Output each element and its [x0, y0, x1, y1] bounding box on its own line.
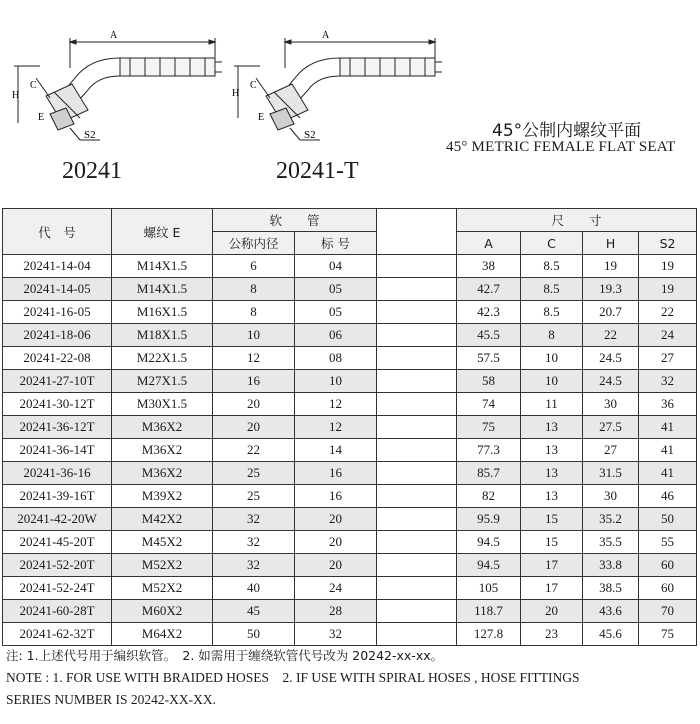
cell-blank	[377, 554, 457, 577]
cell-blank	[377, 324, 457, 347]
cell-code: 20241-62-32T	[3, 623, 112, 646]
notes	[6, 645, 696, 711]
cell-h: 24.5	[583, 370, 639, 393]
cell-thread: M36X2	[112, 462, 213, 485]
cell-dn: 10	[213, 324, 295, 347]
cell-a: 57.5	[457, 347, 521, 370]
cell-no: 20	[295, 554, 377, 577]
table-row	[3, 393, 697, 416]
cell-a: 85.7	[457, 462, 521, 485]
cell-a: 94.5	[457, 531, 521, 554]
cell-no: 06	[295, 324, 377, 347]
cell-no: 20	[295, 531, 377, 554]
cell-s2: 27	[639, 347, 697, 370]
note-english-line-1: NOTE : 1. FOR USE WITH BRAIDED HOSES 2. IF USE WITH SPIRAL HOSES , HOSE FITTINGS	[6, 670, 580, 685]
header-hose: 软 管	[213, 209, 377, 232]
header-code: 代 号	[3, 209, 112, 255]
cell-dn: 32	[213, 531, 295, 554]
cell-no: 10	[295, 370, 377, 393]
cell-code: 20241-14-04	[3, 255, 112, 278]
cell-dn: 40	[213, 577, 295, 600]
header-thread: 螺纹 E	[112, 209, 213, 255]
cell-a: 127.8	[457, 623, 521, 646]
cell-blank	[377, 577, 457, 600]
label-a: A	[322, 30, 330, 41]
table-row	[3, 439, 697, 462]
cell-code: 20241-39-16T	[3, 485, 112, 508]
cell-h: 38.5	[583, 577, 639, 600]
table-row	[3, 623, 697, 646]
cell-dn: 8	[213, 301, 295, 324]
cell-h: 19	[583, 255, 639, 278]
cell-a: 77.3	[457, 439, 521, 462]
cell-h: 19.3	[583, 278, 639, 301]
cell-thread: M36X2	[112, 416, 213, 439]
cell-thread: M52X2	[112, 554, 213, 577]
table-row	[3, 508, 697, 531]
cell-thread: M45X2	[112, 531, 213, 554]
cell-h: 45.6	[583, 623, 639, 646]
table-row	[3, 324, 697, 347]
cell-a: 105	[457, 577, 521, 600]
cell-s2: 32	[639, 370, 697, 393]
cell-a: 118.7	[457, 600, 521, 623]
cell-no: 08	[295, 347, 377, 370]
cell-code: 20241-42-20W	[3, 508, 112, 531]
note-english-line-2: SERIES NUMBER IS 20242-XX-XX.	[6, 692, 217, 707]
cell-dn: 50	[213, 623, 295, 646]
cell-s2: 60	[639, 577, 697, 600]
cell-code: 20241-52-24T	[3, 577, 112, 600]
cell-blank	[377, 531, 457, 554]
cell-thread: M52X2	[112, 577, 213, 600]
table-row	[3, 416, 697, 439]
cell-thread: M14X1.5	[112, 278, 213, 301]
cell-c: 10	[521, 370, 583, 393]
cell-no: 16	[295, 485, 377, 508]
cell-dn: 20	[213, 416, 295, 439]
cell-c: 13	[521, 416, 583, 439]
drawing-code-20241-t: 20241-T	[276, 158, 359, 184]
cell-dn: 25	[213, 462, 295, 485]
cell-c: 13	[521, 462, 583, 485]
cell-thread: M16X1.5	[112, 301, 213, 324]
cell-s2: 19	[639, 278, 697, 301]
note-chinese: 注: 1.上述代号用于编织软管。 2. 如需用于缠绕软管代号改为 20242-xx-xx。	[6, 648, 444, 663]
cell-no: 20	[295, 508, 377, 531]
cell-thread: M42X2	[112, 508, 213, 531]
cell-h: 33.8	[583, 554, 639, 577]
cell-dn: 45	[213, 600, 295, 623]
cell-a: 38	[457, 255, 521, 278]
cell-code: 20241-36-16	[3, 462, 112, 485]
cell-code: 20241-30-12T	[3, 393, 112, 416]
cell-h: 22	[583, 324, 639, 347]
table-row	[3, 462, 697, 485]
cell-s2: 46	[639, 485, 697, 508]
cell-a: 42.3	[457, 301, 521, 324]
cell-a: 75	[457, 416, 521, 439]
label-h: H	[12, 90, 20, 101]
spec-table	[2, 208, 697, 646]
label-s2: S2	[304, 129, 316, 141]
header-a: A	[457, 232, 521, 255]
table-row	[3, 554, 697, 577]
cell-blank	[377, 600, 457, 623]
cell-c: 8.5	[521, 301, 583, 324]
cell-c: 17	[521, 577, 583, 600]
cell-blank	[377, 462, 457, 485]
cell-thread: M60X2	[112, 600, 213, 623]
cell-c: 8.5	[521, 255, 583, 278]
cell-blank	[377, 255, 457, 278]
cell-no: 14	[295, 439, 377, 462]
cell-no: 04	[295, 255, 377, 278]
cell-code: 20241-16-05	[3, 301, 112, 324]
cell-s2: 41	[639, 462, 697, 485]
cell-h: 20.7	[583, 301, 639, 324]
cell-blank	[377, 508, 457, 531]
table-row	[3, 531, 697, 554]
cell-c: 23	[521, 623, 583, 646]
cell-no: 28	[295, 600, 377, 623]
header-blank	[377, 209, 457, 255]
label-h: H	[232, 88, 240, 99]
cell-dn: 22	[213, 439, 295, 462]
cell-thread: M18X1.5	[112, 324, 213, 347]
cell-a: 94.5	[457, 554, 521, 577]
label-c: C	[250, 80, 257, 91]
title-chinese: 45°公制内螺纹平面	[492, 121, 642, 141]
spec-table-body	[3, 255, 697, 646]
cell-blank	[377, 393, 457, 416]
table-row	[3, 278, 697, 301]
cell-no: 12	[295, 416, 377, 439]
cell-c: 13	[521, 439, 583, 462]
header-h: H	[583, 232, 639, 255]
cell-a: 82	[457, 485, 521, 508]
cell-dn: 8	[213, 278, 295, 301]
cell-dn: 20	[213, 393, 295, 416]
cell-a: 74	[457, 393, 521, 416]
cell-s2: 50	[639, 508, 697, 531]
cell-no: 16	[295, 462, 377, 485]
cell-s2: 19	[639, 255, 697, 278]
cell-thread: M22X1.5	[112, 347, 213, 370]
cell-code: 20241-14-05	[3, 278, 112, 301]
table-row	[3, 370, 697, 393]
label-e: E	[38, 112, 45, 123]
cell-thread: M30X1.5	[112, 393, 213, 416]
cell-blank	[377, 623, 457, 646]
cell-s2: 70	[639, 600, 697, 623]
label-a: A	[110, 30, 118, 41]
cell-h: 24.5	[583, 347, 639, 370]
cell-blank	[377, 439, 457, 462]
cell-blank	[377, 347, 457, 370]
cell-no: 12	[295, 393, 377, 416]
fitting-drawing-20241-t	[230, 18, 450, 148]
cell-c: 8.5	[521, 278, 583, 301]
cell-code: 20241-22-08	[3, 347, 112, 370]
cell-h: 43.6	[583, 600, 639, 623]
cell-code: 20241-52-20T	[3, 554, 112, 577]
cell-code: 20241-60-28T	[3, 600, 112, 623]
cell-dn: 32	[213, 554, 295, 577]
cell-s2: 41	[639, 439, 697, 462]
cell-dn: 32	[213, 508, 295, 531]
cell-blank	[377, 416, 457, 439]
header-s2: S2	[639, 232, 697, 255]
fitting-drawing-20241	[10, 18, 230, 148]
cell-code: 20241-45-20T	[3, 531, 112, 554]
table-row	[3, 600, 697, 623]
cell-s2: 41	[639, 416, 697, 439]
cell-blank	[377, 301, 457, 324]
cell-c: 8	[521, 324, 583, 347]
cell-blank	[377, 278, 457, 301]
cell-thread: M36X2	[112, 439, 213, 462]
cell-code: 20241-18-06	[3, 324, 112, 347]
table-row	[3, 301, 697, 324]
header-hose-no: 标 号	[295, 232, 377, 255]
cell-a: 58	[457, 370, 521, 393]
table-row	[3, 577, 697, 600]
cell-thread: M27X1.5	[112, 370, 213, 393]
cell-no: 05	[295, 278, 377, 301]
label-e: E	[258, 112, 265, 123]
cell-c: 20	[521, 600, 583, 623]
cell-h: 35.5	[583, 531, 639, 554]
cell-a: 42.7	[457, 278, 521, 301]
label-s2: S2	[84, 129, 96, 141]
cell-c: 13	[521, 485, 583, 508]
cell-s2: 60	[639, 554, 697, 577]
cell-thread: M14X1.5	[112, 255, 213, 278]
cell-no: 24	[295, 577, 377, 600]
cell-blank	[377, 485, 457, 508]
cell-thread: M39X2	[112, 485, 213, 508]
cell-h: 35.2	[583, 508, 639, 531]
cell-s2: 22	[639, 301, 697, 324]
cell-c: 10	[521, 347, 583, 370]
cell-c: 15	[521, 531, 583, 554]
drawing-code-20241: 20241	[62, 158, 122, 184]
header-c: C	[521, 232, 583, 255]
cell-s2: 36	[639, 393, 697, 416]
header-dimensions: 尺 寸	[457, 209, 697, 232]
cell-thread: M64X2	[112, 623, 213, 646]
cell-code: 20241-36-14T	[3, 439, 112, 462]
cell-dn: 6	[213, 255, 295, 278]
cell-dn: 16	[213, 370, 295, 393]
cell-code: 20241-36-12T	[3, 416, 112, 439]
cell-code: 20241-27-10T	[3, 370, 112, 393]
title-english: 45° METRIC FEMALE FLAT SEAT	[446, 139, 676, 155]
cell-h: 31.5	[583, 462, 639, 485]
cell-h: 30	[583, 485, 639, 508]
cell-h: 30	[583, 393, 639, 416]
cell-no: 32	[295, 623, 377, 646]
cell-h: 27.5	[583, 416, 639, 439]
cell-s2: 24	[639, 324, 697, 347]
cell-dn: 12	[213, 347, 295, 370]
cell-dn: 25	[213, 485, 295, 508]
table-row	[3, 255, 697, 278]
header-hose-dn: 公称内径	[213, 232, 295, 255]
cell-no: 05	[295, 301, 377, 324]
cell-a: 45.5	[457, 324, 521, 347]
table-row	[3, 485, 697, 508]
cell-c: 15	[521, 508, 583, 531]
cell-s2: 75	[639, 623, 697, 646]
table-row	[3, 347, 697, 370]
cell-blank	[377, 370, 457, 393]
cell-s2: 55	[639, 531, 697, 554]
label-c: C	[30, 80, 37, 91]
cell-c: 11	[521, 393, 583, 416]
cell-c: 17	[521, 554, 583, 577]
cell-h: 27	[583, 439, 639, 462]
cell-a: 95.9	[457, 508, 521, 531]
